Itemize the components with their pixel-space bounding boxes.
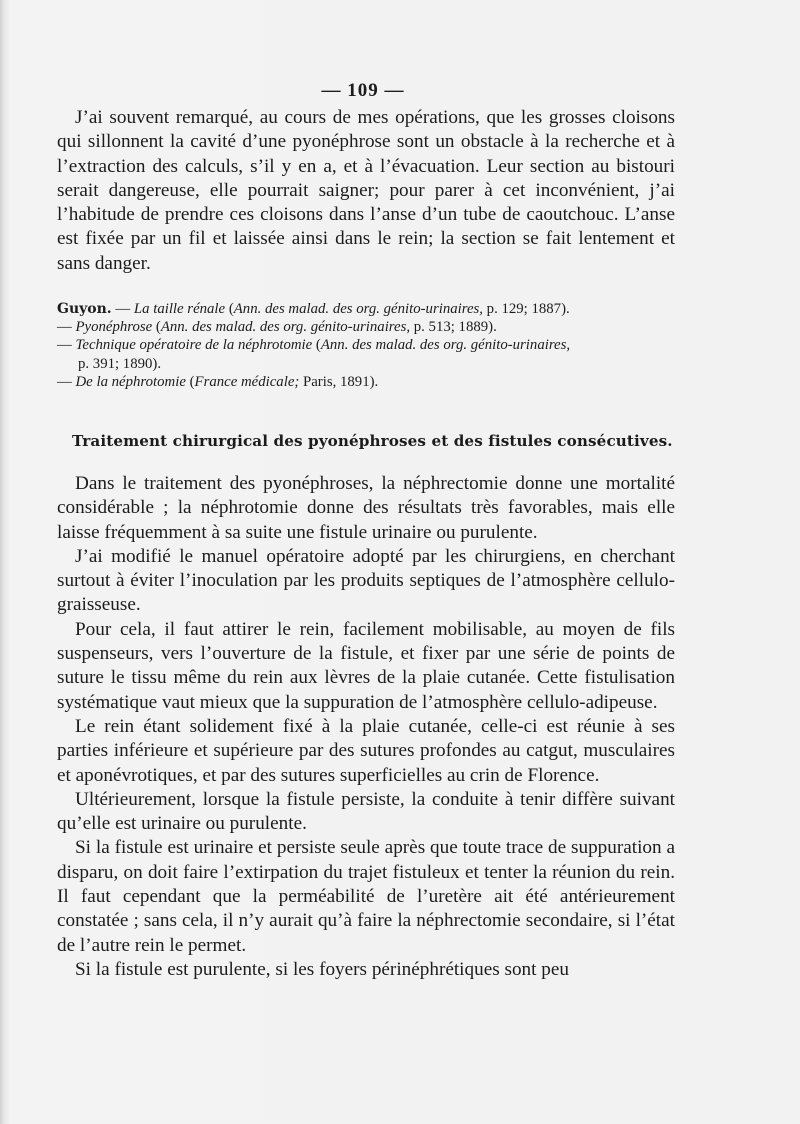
reference-title: Pyonéphrose — [75, 319, 153, 336]
reference-line — [57, 373, 675, 391]
page-number: — 109 — — [321, 80, 405, 101]
reference-author: Guyon. — [57, 301, 112, 317]
reference-paren: ( — [152, 319, 161, 336]
reference-dash: — — [57, 319, 76, 336]
reference-journal: Ann. des malad. des org. génito-urinaires, — [233, 301, 483, 317]
body-paragraph: Ultérieurement, lorsque la fistule persiste, la conduite à tenir diffère suivant qu’elle est urinaire ou purulente. — [57, 788, 675, 835]
intro-section — [57, 106, 675, 276]
reference-journal: France médicale; — [194, 373, 300, 390]
bibliography-references — [57, 300, 675, 391]
body-paragraph: Pour cela, il faut attirer le rein, facilement mobilisable, au moyen de fils suspenseurs, vers l’ouverture de la fistule, et fixer par une série de points de suture le tissu même du rein aux lèvres de la plaie cutanée. Cette fistulisation systématique vaut mieux que la suppuration de l’atmosphère cellulo-adipeuse. — [57, 618, 675, 713]
section-body — [57, 472, 675, 982]
reference-journal: Ann. des malad. des org. génito-urinaires, — [160, 319, 411, 336]
body-paragraph: Dans le traitement des pyonéphroses, la néphrectomie donne une mortalité considérable ; la néphrotomie donne des résultats très favorables, mais elle laisse fréquemment à sa suite une fistule urinaire ou purulente. — [57, 473, 675, 543]
reference-dash: — — [57, 337, 76, 354]
reference-paren: ( — [225, 301, 234, 317]
reference-line — [57, 336, 675, 354]
reference-title: Technique opératoire de la néphrotomie — [75, 337, 313, 354]
section-heading: Traitement chirurgical des pyonéphroses et des fistules consécutives. — [72, 432, 673, 450]
reference-title: De la néphrotomie — [75, 373, 186, 390]
reference-dash: — — [57, 373, 76, 390]
intro-paragraph: J’ai souvent remarqué, au cours de mes opérations, que les grosses cloisons qui sillonnent la cavité d’une pyonéphrose sont un obstacle à la recherche et à l’extraction des calculs, s’il y en a, et à l’évacuation. Leur section au bistouri serait dangereuse, elle pourrait saigner; pour parer à cet inconvénient, j’ai l’habitude de prendre ces cloisons dans l’anse d’un tube de caoutchouc. L’anse est fixée par un fil et laissée ainsi dans le rein; la section se fait lentement et sans danger. — [57, 107, 675, 274]
reference-line — [57, 318, 675, 336]
reference-paren: ( — [312, 337, 321, 354]
reference-dash: — — [111, 301, 134, 317]
reference-title: La taille rénale — [133, 301, 226, 317]
reference-journal: Ann. des malad. des org. génito-urinaires, — [320, 337, 571, 354]
reference-paren: ( — [185, 373, 195, 390]
reference-details: Paris, 1891). — [299, 373, 379, 390]
reference-details: p. 513; 1889). — [410, 319, 497, 336]
reference-continuation: p. 391; 1890). — [78, 355, 162, 372]
reference-details: p. 129; 1887). — [482, 301, 570, 317]
body-paragraph: J’ai modifié le manuel opératoire adopté par les chirurgiens, en cherchant surtout à éviter l’inoculation par les produits septiques de l’atmosphère cellulo-graisseuse. — [57, 545, 675, 616]
reference-line — [57, 300, 675, 318]
body-paragraph: Le rein étant solidement fixé à la plaie cutanée, celle-ci est réunie à ses parties inférieure et supérieure par des sutures profondes au catgut, musculaires et aponévrotiques, et par des sutures superficielles au crin de Florence. — [57, 715, 675, 786]
body-paragraph: Si la fistule est purulente, si les foyers périnéphrétiques sont peu — [75, 958, 569, 980]
body-paragraph: Si la fistule est urinaire et persiste seule après que toute trace de suppuration a disparu, on doit faire l’extirpation du trajet fistuleux et tenter la réunion du rein. Il faut cependant que la perméabilité de l’uretère ait été antérieurement constatée ; sans cela, il n’y aurait qu’à faire la néphrectomie secondaire, si l’état de l’autre rein le permet. — [57, 837, 675, 956]
